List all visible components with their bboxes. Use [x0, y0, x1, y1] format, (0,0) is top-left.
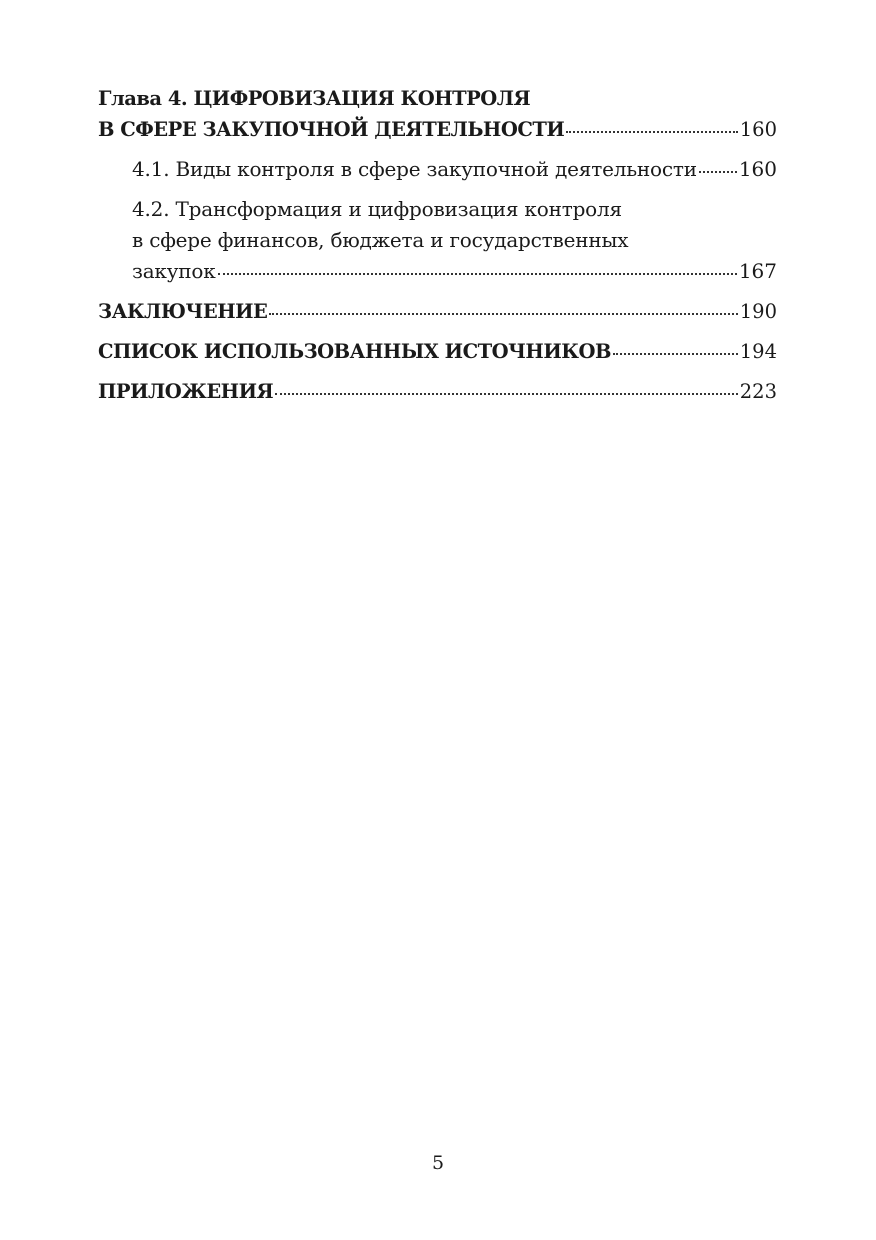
dot-leader — [613, 339, 738, 359]
toc-entry-conclusion[interactable] — [98, 296, 777, 327]
toc-entry-leader-line — [132, 256, 777, 287]
toc-entry-title-line-1: 4.2. Трансформация и цифровизация контроля — [132, 197, 622, 221]
toc-page-number: 160 — [739, 118, 777, 141]
table-of-contents — [98, 83, 777, 407]
dot-leader — [566, 117, 737, 137]
toc-entry-title-line-1: Глава 4. ЦИФРОВИЗАЦИЯ КОНТРОЛЯ — [98, 87, 531, 110]
toc-entry-title: 4.1. Виды контроля в сфере закупочной деятельности — [132, 157, 697, 181]
toc-entry-title-line-2: в сфере финансов, бюджета и государственных — [132, 228, 629, 252]
toc-page-number: 190 — [739, 300, 777, 323]
toc-entry-title: ПРИЛОЖЕНИЯ — [98, 380, 274, 403]
toc-entry-leader-line — [98, 376, 777, 407]
toc-entry-title-line-3: закупок — [132, 259, 216, 283]
toc-page-number: 160 — [738, 157, 777, 181]
toc-entry-leader-line — [98, 336, 777, 367]
toc-entry-references[interactable] — [98, 336, 777, 367]
toc-entry-section-4-1[interactable] — [98, 154, 777, 185]
toc-entry-title: ЗАКЛЮЧЕНИЕ — [98, 300, 268, 323]
dot-leader — [218, 258, 737, 278]
dot-leader — [699, 156, 737, 176]
toc-page-number: 194 — [739, 340, 777, 363]
dot-leader — [269, 299, 737, 319]
toc-entry-leader-line — [98, 296, 777, 327]
toc-entry-chapter-4[interactable] — [98, 83, 777, 145]
toc-entry-appendices[interactable] — [98, 376, 777, 407]
toc-page-number: 223 — [739, 380, 777, 403]
dot-leader — [275, 379, 738, 399]
toc-entry-title: СПИСОК ИСПОЛЬЗОВАННЫХ ИСТОЧНИКОВ — [98, 340, 611, 363]
toc-entry-leader-line — [132, 154, 777, 185]
toc-page-number: 167 — [738, 259, 777, 283]
page-number: 5 — [431, 1152, 445, 1174]
toc-entry-section-4-2[interactable] — [98, 194, 777, 287]
toc-entry-title-line-2: В СФЕРЕ ЗАКУПОЧНОЙ ДЕЯТЕЛЬНОСТИ — [98, 118, 565, 141]
toc-entry-leader-line — [98, 114, 777, 145]
